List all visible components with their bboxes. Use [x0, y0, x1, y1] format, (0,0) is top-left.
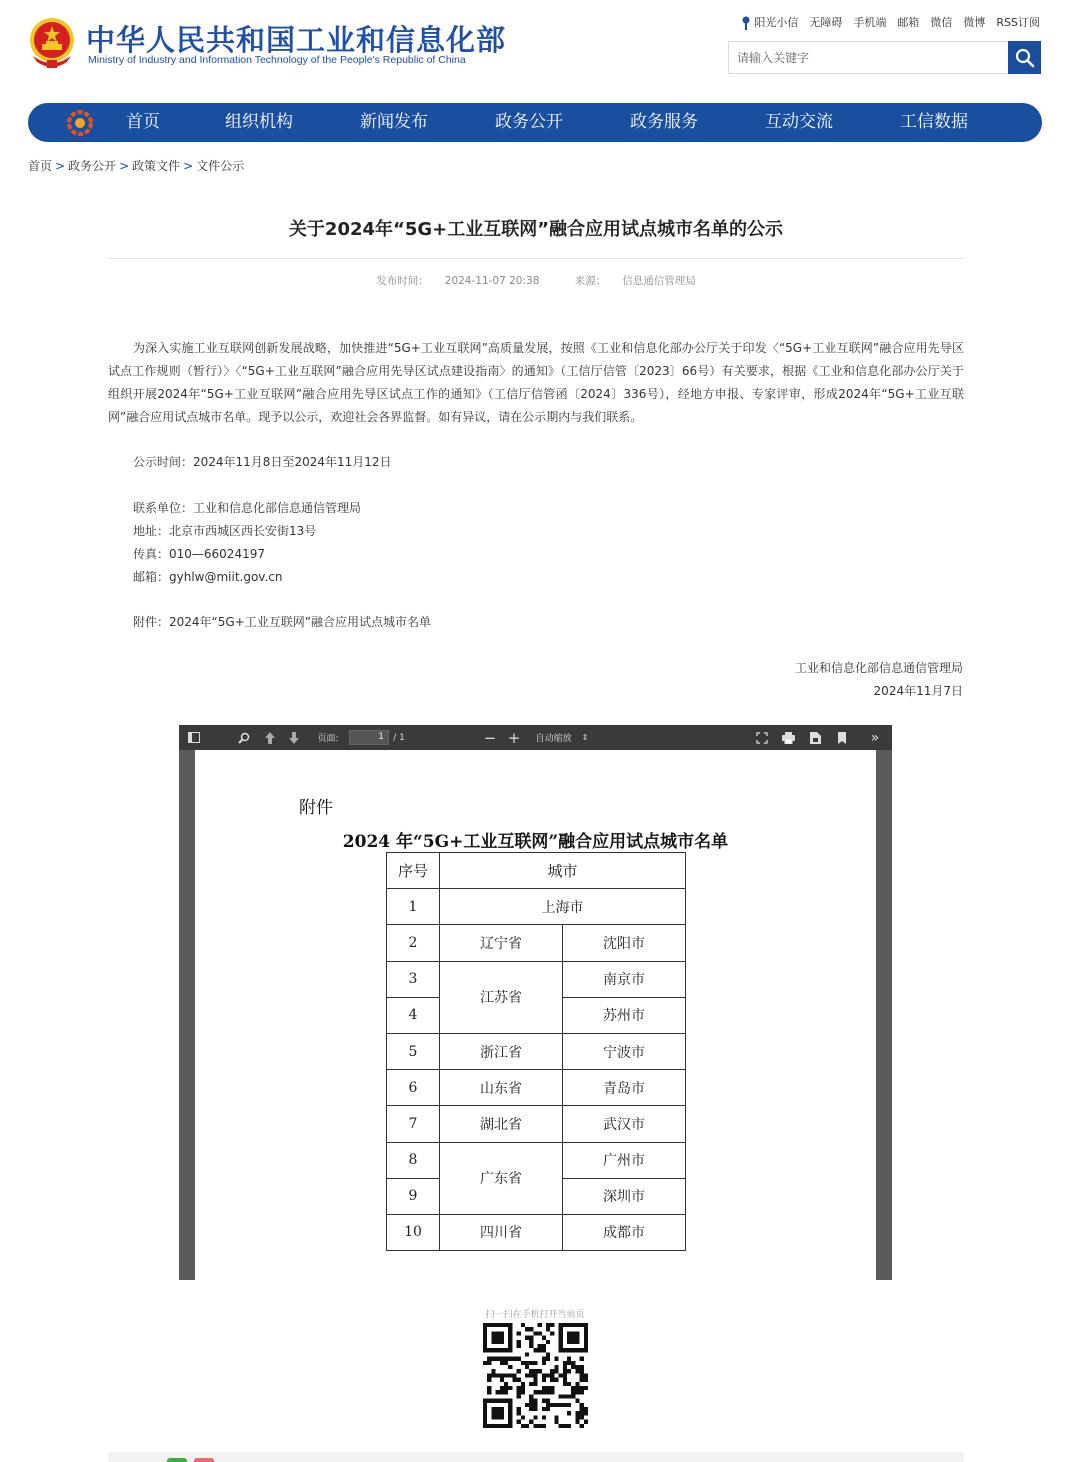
table-row [387, 1214, 686, 1250]
pdf-page [195, 750, 876, 1280]
row-no: 8 [387, 1142, 440, 1178]
top-links [741, 14, 1040, 30]
row-city: 宁波市 [563, 1033, 686, 1069]
breadcrumb-gov-affairs[interactable]: 政务公开 [68, 159, 117, 173]
pdf-viewer [179, 725, 892, 1280]
find-icon[interactable] [235, 725, 253, 750]
toplink-accessibility[interactable]: 无障碍 [809, 16, 843, 29]
row-city: 青岛市 [563, 1070, 686, 1106]
toplink-wechat[interactable]: 微信 [930, 16, 953, 29]
site-header [0, 0, 1080, 100]
row-no: 5 [387, 1033, 440, 1069]
footer-strip [108, 1452, 964, 1462]
contact-address: 地址：北京市西城区西长安街13号 [133, 524, 317, 538]
fullscreen-icon[interactable] [753, 725, 771, 750]
attachment-label: 附件 [299, 798, 333, 818]
nav-item-gov-affairs[interactable]: 政务公开 [495, 112, 563, 132]
ministry-logo-icon [66, 109, 94, 137]
search-input[interactable] [729, 42, 1009, 73]
signature-org: 工业和信息化部信息通信管理局 [794, 661, 963, 675]
row-no: 9 [387, 1178, 440, 1214]
city-table [386, 852, 686, 1251]
zoom-value: 自动缩放 [535, 734, 572, 744]
document-title: 2024 年“5G+工业互联网”融合应用试点城市名单 [342, 832, 729, 852]
table-row [387, 889, 686, 925]
title-divider [108, 258, 964, 259]
qr-caption: 扫一扫在手机打开当前页 [485, 1310, 585, 1320]
breadcrumb-file-notice[interactable]: 文件公示 [196, 159, 245, 173]
publish-label: 发布时间： [376, 275, 429, 287]
row-no: 3 [387, 961, 440, 997]
share-wechat-icon[interactable] [167, 1458, 187, 1462]
row-province: 湖北省 [440, 1106, 563, 1142]
share-weibo-icon[interactable] [194, 1458, 214, 1462]
table-row [387, 925, 686, 961]
qr-code-icon [483, 1323, 588, 1428]
row-province: 广东省 [440, 1142, 563, 1214]
toplink-mobile[interactable]: 手机端 [853, 16, 887, 29]
row-city: 武汉市 [563, 1106, 686, 1142]
row-city: 苏州市 [563, 997, 686, 1033]
bookmark-icon[interactable] [833, 725, 851, 750]
table-row [387, 1070, 686, 1106]
toplink-rss[interactable]: RSS订阅 [996, 16, 1040, 29]
signature-date: 2024年11月7日 [873, 684, 963, 698]
row-province: 四川省 [440, 1214, 563, 1250]
site-subtitle: Ministry of Industry and Information Technology of the People's Republic of China [88, 54, 466, 66]
search-icon [1015, 48, 1035, 68]
toplink-mailbox[interactable]: 邮箱 [897, 16, 920, 29]
print-icon[interactable] [779, 725, 797, 750]
article-meta [108, 273, 964, 288]
nav-item-home[interactable]: 首页 [126, 112, 160, 132]
source-label: 来源： [574, 275, 607, 287]
download-icon[interactable] [806, 725, 824, 750]
search-box [728, 41, 1041, 74]
row-city: 广州市 [563, 1142, 686, 1178]
row-city: 沈阳市 [563, 925, 686, 961]
zoom-out-icon[interactable]: − [483, 728, 497, 747]
next-page-icon[interactable] [285, 725, 303, 750]
row-city: 上海市 [440, 889, 686, 925]
table-row [387, 1106, 686, 1142]
contact-unit: 联系单位：工业和信息化部信息通信管理局 [133, 501, 362, 515]
table-header-row [387, 853, 686, 889]
row-province: 辽宁省 [440, 925, 563, 961]
chevron-updown-icon: ⇕ [581, 733, 589, 742]
breadcrumb-policy-docs[interactable]: 政策文件 [132, 159, 181, 173]
article-title: 关于2024年“5G+工业互联网”融合应用试点城市名单的公示 [288, 219, 784, 240]
row-province: 山东省 [440, 1070, 563, 1106]
notice-period: 公示时间：2024年11月8日至2024年11月12日 [133, 455, 392, 469]
publish-time: 2024-11-07 20:38 [444, 275, 540, 287]
breadcrumb-home[interactable]: 首页 [28, 159, 53, 173]
header-no: 序号 [387, 853, 440, 889]
more-tools-icon[interactable]: » [870, 729, 880, 746]
row-no: 1 [387, 889, 440, 925]
page-number-input[interactable]: 1 [349, 730, 389, 745]
nav-item-gov-services[interactable]: 政务服务 [630, 112, 698, 132]
header-city: 城市 [440, 853, 686, 889]
article-body: 为深入实施工业互联网创新发展战略，加快推进“5G+工业互联网”高质量发展，按照《工业和信息化部办公厅关于印发〈“5G+工业互联网”融合应用先导区试点工作规则（暂行）〉〈“5G+工业互联网”融合应用先导区试点建设指南〉的通知》（工信厅信管〔2023〕66号）有关要求，根据《工业和信息化部办公厅关于组织开展2024年“5G+工业互联网”融合应用先导区试点工作的通知》（工信厅信管函〔2024〕336号），经地方申报、专家评审，形成2024年“5G+工业互联网”融合应用试点城市名单。现予以公示，欢迎社会各界监督。如有异议，请在公示期内与我们联系。 [108, 341, 964, 424]
search-button[interactable] [1008, 41, 1041, 74]
row-no: 10 [387, 1214, 440, 1250]
mascot-icon [741, 16, 751, 30]
row-no: 6 [387, 1070, 440, 1106]
table-row [387, 961, 686, 997]
page-total: / 1 [393, 732, 405, 743]
contact-fax: 传真：010—66024197 [133, 547, 265, 561]
nav-item-organization[interactable]: 组织机构 [225, 112, 293, 132]
national-emblem-icon [27, 16, 77, 70]
row-province: 江苏省 [440, 961, 563, 1033]
pdf-toolbar [179, 725, 892, 750]
toplink-sunshine[interactable]: 阳光小信 [741, 14, 798, 30]
nav-item-data[interactable]: 工信数据 [900, 112, 968, 132]
attachment-link[interactable]: 附件：2024年“5G+工业互联网”融合应用试点城市名单 [133, 615, 431, 629]
table-row [387, 1033, 686, 1069]
breadcrumb: 首页 > 政务公开 > 政策文件 > 文件公示 [28, 159, 245, 173]
nav-item-news[interactable]: 新闻发布 [360, 112, 428, 132]
row-no: 7 [387, 1106, 440, 1142]
toplink-weibo[interactable]: 微博 [963, 16, 986, 29]
table-row [387, 1142, 686, 1178]
row-no: 2 [387, 925, 440, 961]
zoom-in-icon[interactable]: + [507, 728, 521, 747]
sidebar-toggle-icon[interactable] [185, 725, 203, 750]
row-city: 南京市 [563, 961, 686, 997]
source: 信息通信管理局 [622, 275, 696, 287]
contact-email: 邮箱：gyhlw@miit.gov.cn [133, 570, 283, 584]
zoom-select[interactable] [529, 725, 595, 750]
page-label: 页面: [317, 734, 339, 744]
row-city: 成都市 [563, 1214, 686, 1250]
main-nav [28, 103, 1042, 142]
row-city: 深圳市 [563, 1178, 686, 1214]
row-no: 4 [387, 997, 440, 1033]
row-province: 浙江省 [440, 1033, 563, 1069]
previous-page-icon[interactable] [261, 725, 279, 750]
nav-item-interaction[interactable]: 互动交流 [765, 112, 833, 132]
site-title[interactable]: 中华人民共和国工业和信息化部 [86, 23, 507, 57]
